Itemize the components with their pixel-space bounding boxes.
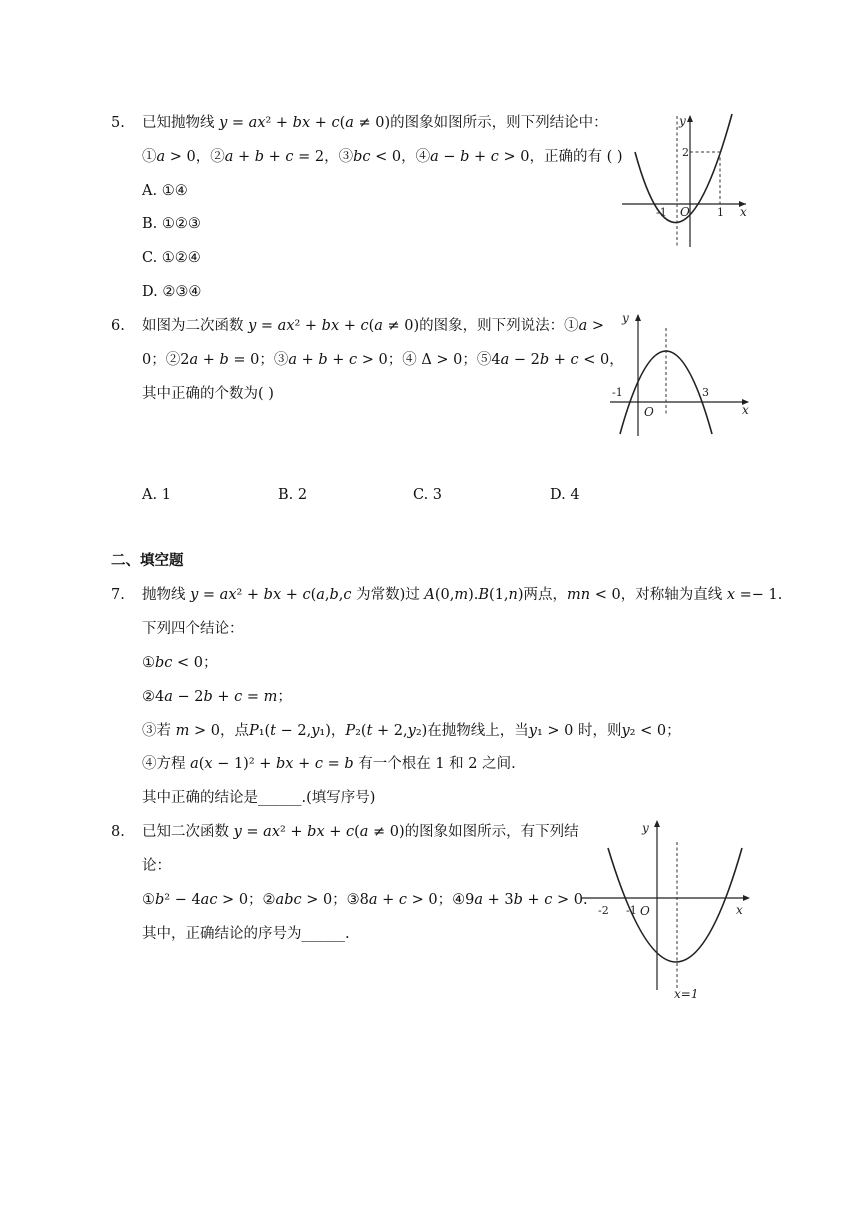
question-stem: 已知二次函数 𝑦 = 𝑎𝑥² + 𝑏𝑥 + 𝑐(𝑎 ≠ 0)的图象如图所示，有下列结: [142, 824, 579, 840]
y-axis-arrow: [687, 115, 693, 122]
answer-prompt: 其中正确的结论是______.(填写序号): [142, 790, 376, 806]
y-axis-arrow: [635, 314, 641, 321]
conclusions: ①𝑏² − 4𝑎𝑐 > 0；②𝑎𝑏𝑐 > 0；③8𝑎 + 𝑐 > 0；④9𝑎 + 3𝑏 + 𝑐 > 0.: [142, 892, 588, 908]
x-axis-arrow: [743, 895, 750, 901]
option-b: B. ①②③: [142, 216, 201, 232]
tick-neg1: -1: [612, 386, 623, 399]
conclusion-3: ③若 𝑚 > 0，点𝑃₁(𝑡 − 2,𝑦₁)，𝑃₂(𝑡 + 2,𝑦₂)在抛物线上，当𝑦₁ > 0 时，则𝑦₂ < 0；: [142, 723, 681, 739]
origin-label: O: [680, 205, 690, 219]
x-label: x: [742, 403, 749, 417]
parabola-figure-q5: [622, 112, 752, 250]
question-stem: 其中正确的个数为( ): [142, 386, 274, 402]
y-axis-arrow: [654, 820, 660, 827]
symmetry-axis-label: x=1: [674, 987, 699, 1001]
question-stem: 已知抛物线 𝑦 = 𝑎𝑥² + 𝑏𝑥 + 𝑐(𝑎 ≠ 0)的图象如图所示，则下列结论中：: [142, 115, 608, 131]
section-title: 二、填空题: [111, 553, 184, 569]
x-label: x: [736, 903, 743, 917]
origin-label: O: [640, 904, 650, 918]
tick-3: 3: [702, 386, 709, 399]
tick-1: 1: [717, 206, 724, 219]
tick-neg1: -1: [626, 904, 637, 917]
question-stem: 0；②2𝑎 + 𝑏 = 0；③𝑎 + 𝑏 + 𝑐 > 0；④ Δ > 0；⑤4𝑎 − 2𝑏 + 𝑐 < 0，: [142, 352, 624, 368]
option-c: C. 3: [413, 487, 443, 503]
origin-label: O: [644, 405, 654, 419]
y-label: y: [679, 114, 686, 128]
option-c: C. ①②④: [142, 250, 201, 266]
option-a: A. ①④: [142, 183, 188, 199]
tick-2: 2: [682, 146, 689, 159]
question-stem: 如图为二次函数 𝑦 = 𝑎𝑥² + 𝑏𝑥 + 𝑐(𝑎 ≠ 0)的图象，则下列说法：①𝑎 >: [142, 318, 605, 334]
y-label: y: [622, 311, 629, 325]
question-stem: 抛物线 𝑦 = 𝑎𝑥² + 𝑏𝑥 + 𝑐(𝑎,𝑏,𝑐 为常数)过 𝐴(0,𝑚).𝐵(1,𝑛)两点，𝑚𝑛 < 0，对称轴为直线 𝑥 =− 1.: [142, 587, 783, 603]
conclusion-4: ④方程 𝑎(𝑥 − 1)² + 𝑏𝑥 + 𝑐 = 𝑏 有一个根在 1 和 2 之间.: [142, 756, 516, 772]
y-label: y: [642, 821, 649, 835]
question-stem: 论：: [142, 858, 171, 874]
option-a: A. 1: [142, 487, 171, 503]
parabola-figure-q8: [580, 816, 755, 1002]
question-number: 7.: [111, 587, 125, 603]
question-stem: 下列四个结论：: [142, 621, 244, 637]
parabola-figure-q6: [608, 310, 754, 440]
question-number: 5.: [111, 115, 125, 131]
question-number: 8.: [111, 824, 125, 840]
conclusion-2: ②4𝑎 − 2𝑏 + 𝑐 = 𝑚；: [142, 689, 292, 705]
question-stem: ①𝑎 > 0，②𝑎 + 𝑏 + 𝑐 = 2，③𝑏𝑐 < 0，④𝑎 − 𝑏 + 𝑐 > 0，正确的有 ( ): [142, 149, 623, 165]
tick-neg1: -1: [656, 206, 667, 219]
question-number: 6.: [111, 318, 125, 334]
option-d: D. ②③④: [142, 284, 202, 300]
option-b: B. 2: [278, 487, 308, 503]
tick-neg2: -2: [598, 904, 609, 917]
option-d: D. 4: [550, 487, 580, 503]
conclusion-1: ①𝑏𝑐 < 0；: [142, 655, 218, 671]
x-label: x: [740, 205, 747, 219]
answer-prompt: 其中，正确结论的序号为______.: [142, 926, 350, 942]
